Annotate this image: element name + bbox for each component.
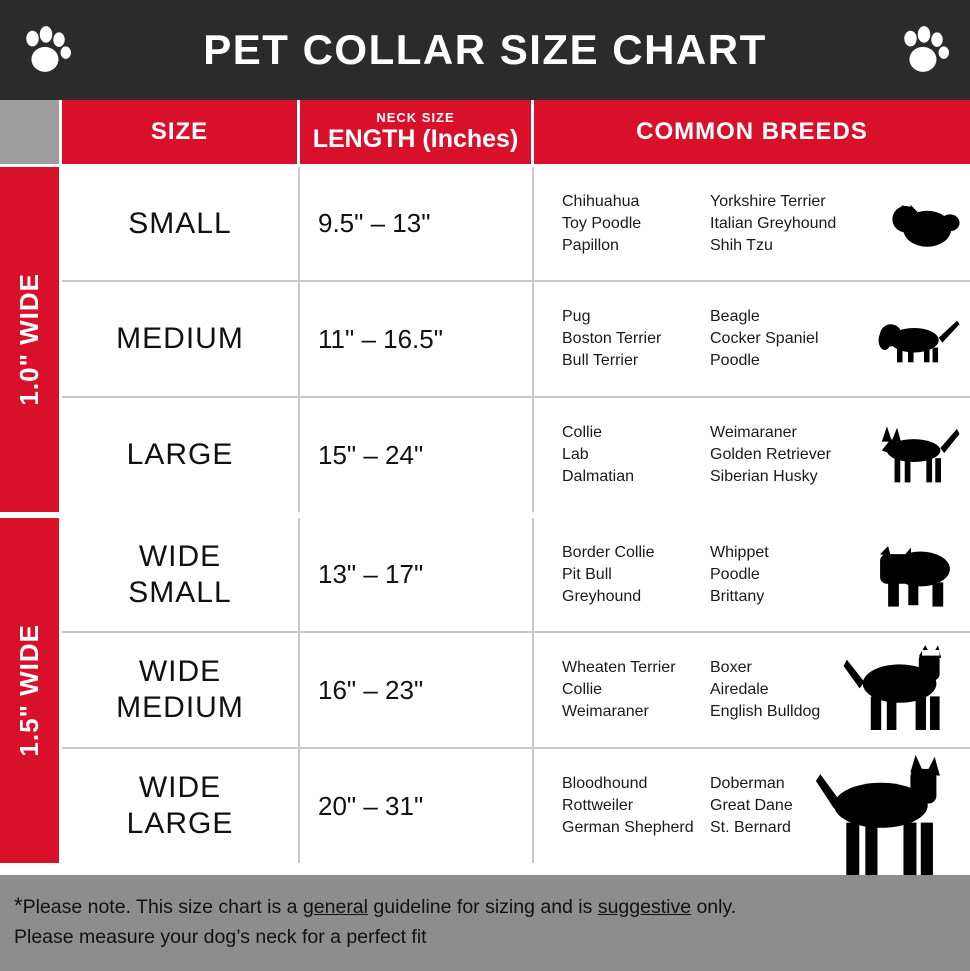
breed-item: Wheaten Terrier: [562, 659, 676, 676]
size-line-2: MEDIUM: [116, 691, 244, 724]
breed-item: German Shepherd: [562, 819, 694, 836]
breed-item: Toy Poodle: [562, 214, 642, 232]
note-line-2: Please measure your dog’s neck for a perfect fit: [14, 926, 427, 948]
size-line-1: MEDIUM: [116, 322, 244, 355]
row-breeds: [534, 749, 970, 863]
note-underline-suggestive: suggestive: [597, 896, 692, 918]
table-row: [62, 280, 970, 396]
table-row: [62, 515, 970, 631]
breed-item: Doberman: [710, 775, 785, 792]
size-line-1: LARGE: [126, 438, 234, 471]
paw-print-icon: [20, 24, 72, 76]
page-title: PET COLLAR SIZE CHART: [203, 26, 767, 73]
header-breeds: COMMON BREEDS: [636, 118, 868, 145]
size-line-1: WIDE: [138, 771, 222, 804]
breed-item: Border Collie: [562, 543, 655, 561]
group-rows: [62, 515, 970, 863]
breed-column-1: [562, 542, 710, 608]
size-line-2: SMALL: [128, 575, 232, 609]
breed-item: Great Dane: [710, 797, 793, 814]
note-line-1: [14, 891, 956, 922]
group-label-1-5: [0, 515, 62, 863]
breed-column-1: [562, 773, 710, 839]
breed-item: Brittany: [710, 587, 765, 605]
group-label-text: 1.0" WIDE: [14, 273, 44, 406]
table-header-row: [0, 100, 970, 164]
bulldog-silhouette-icon: [868, 537, 962, 613]
table-row: [62, 396, 970, 512]
breed-column-1: [562, 306, 710, 372]
size-line-1: SMALL: [128, 206, 232, 240]
group-label-1-0: [0, 164, 62, 512]
breed-item: Weimaraner: [710, 424, 797, 441]
row-size: [62, 518, 300, 631]
size-line-1: WIDE: [138, 655, 222, 688]
header-length-sub: NECK SIZE: [376, 110, 455, 125]
breed-item: Pit Bull: [562, 565, 612, 583]
note-text-b: guideline for sizing and is: [368, 896, 598, 918]
breed-item: Weimaraner: [562, 703, 649, 720]
breed-item: Beagle: [710, 308, 760, 325]
header-size: SIZE: [62, 100, 300, 164]
group-1-5-wide: [0, 515, 970, 863]
breed-column-1: [562, 657, 710, 723]
breed-item: Poodle: [710, 352, 760, 369]
breed-item: Pug: [562, 308, 591, 325]
breed-item: Whippet: [710, 543, 769, 561]
doberman-silhouette-icon: [812, 755, 962, 885]
row-breeds: [534, 167, 970, 280]
breed-item: Papillon: [562, 236, 619, 254]
row-size: [62, 633, 300, 747]
group-rows: [62, 164, 970, 512]
row-length: 9.5" – 13": [300, 167, 534, 280]
row-size: [62, 282, 300, 396]
size-line-1: WIDE: [138, 539, 222, 573]
pomeranian-silhouette-icon: [890, 193, 962, 255]
note-underline-general: general: [302, 896, 368, 918]
group-1-0-wide: [0, 164, 970, 515]
breed-item: Italian Greyhound: [710, 214, 837, 232]
breed-item: Bloodhound: [562, 775, 648, 792]
breed-item: Bull Terrier: [562, 352, 639, 369]
breed-item: Dalmatian: [562, 468, 635, 485]
row-length: 13" – 17": [300, 518, 534, 631]
breed-column-2: [710, 542, 870, 608]
row-length: 20" – 31": [300, 749, 534, 863]
breed-item: St. Bernard: [710, 819, 791, 836]
breed-item: Poodle: [710, 565, 760, 583]
pitbull-silhouette-icon: [842, 640, 962, 740]
beagle-silhouette-icon: [870, 308, 962, 370]
row-breeds: [534, 282, 970, 396]
note-text-c: only.: [691, 896, 737, 918]
breed-item: Rottweiler: [562, 797, 634, 814]
note-asterisk: *: [14, 893, 23, 918]
paw-print-icon: [898, 24, 950, 76]
breed-item: English Bulldog: [710, 703, 821, 720]
shepherd-silhouette-icon: [864, 420, 962, 490]
row-size: [62, 749, 300, 863]
note-text-a: Please note. This size chart is a: [22, 896, 303, 918]
breed-item: Golden Retriever: [710, 446, 831, 463]
header-length-main: LENGTH (Inches): [312, 125, 519, 153]
footer-note: [0, 875, 970, 971]
breed-item: Siberian Husky: [710, 468, 818, 485]
breed-item: Boston Terrier: [562, 330, 662, 347]
row-breeds: [534, 518, 970, 631]
table-row: [62, 164, 970, 280]
table-row: [62, 747, 970, 863]
header-corner-cell: [0, 100, 62, 164]
row-size: [62, 398, 300, 512]
row-breeds: [534, 398, 970, 512]
breed-column-2: [710, 191, 870, 257]
group-label-text: 1.5" WIDE: [14, 624, 44, 757]
breed-item: Chihuahua: [562, 192, 640, 210]
breed-item: Greyhound: [562, 587, 642, 605]
breed-column-2: [710, 422, 870, 488]
breed-item: Boxer: [710, 659, 752, 676]
breed-item: Lab: [562, 446, 589, 463]
breed-item: Collie: [562, 681, 603, 698]
row-length: 16" – 23": [300, 633, 534, 747]
table-row: [62, 631, 970, 747]
chart-header: [0, 0, 970, 100]
breed-column-2: [710, 306, 870, 372]
row-length: 11" – 16.5": [300, 282, 534, 396]
row-length: 15" – 24": [300, 398, 534, 512]
breed-column-1: [562, 191, 710, 257]
breed-item: Yorkshire Terrier: [710, 192, 826, 210]
breed-item: Cocker Spaniel: [710, 330, 819, 347]
breed-column-1: [562, 422, 710, 488]
row-size: [62, 167, 300, 280]
row-breeds: [534, 633, 970, 747]
breed-item: Airedale: [710, 681, 769, 698]
breed-item: Shih Tzu: [710, 236, 773, 254]
header-length: [300, 100, 534, 164]
breed-item: Collie: [562, 424, 603, 441]
size-line-2: LARGE: [126, 807, 234, 840]
